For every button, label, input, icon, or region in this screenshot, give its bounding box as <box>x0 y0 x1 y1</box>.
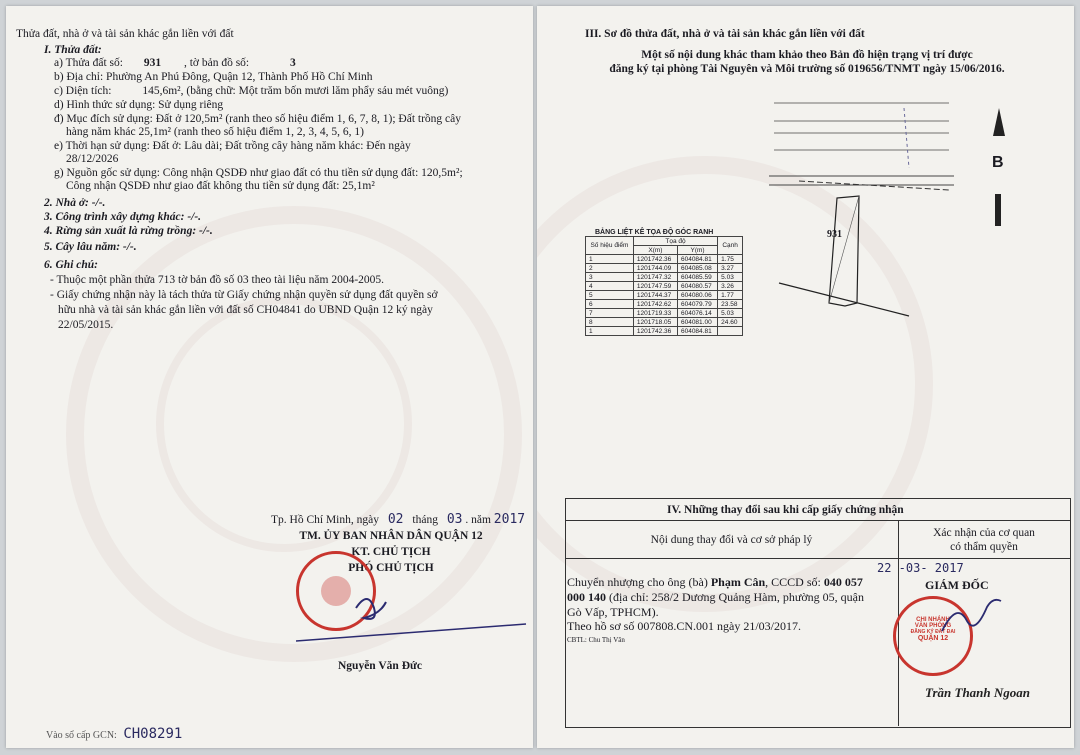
change-transfer-label: Chuyển nhượng cho ông (bà) <box>567 575 708 589</box>
coord-table <box>585 236 743 336</box>
seal-text-1: CHI NHÁNH <box>916 617 950 623</box>
coord-cell-x: 1201747.59 <box>633 282 677 291</box>
coord-cell-e: 5.03 <box>718 309 743 318</box>
change-transferee: Phạm Cân <box>710 575 766 589</box>
col-point: Số hiệu điểm <box>586 237 634 255</box>
usage-term-line-1: e) Thời hạn sử dụng: Đất ở: Lâu dài; Đất trồng cây hàng năm khác: Đến ngày <box>54 140 411 152</box>
col-edge: Cạnh <box>718 237 743 255</box>
change-id-label: , CCCD số: <box>765 575 821 589</box>
coord-table-body <box>586 255 743 336</box>
origin-line-2: Công nhận QSDĐ như giao đất không thu tiền sử dụng đất: 25,1m² <box>66 180 375 192</box>
issue-year-label: . năm <box>465 514 491 526</box>
page-header: Thửa đất, nhà ở và tài sản khác gắn liền với đất <box>16 28 234 40</box>
gcn-register-value: CH08291 <box>123 726 183 742</box>
coord-cell-n: 3 <box>586 273 634 282</box>
director-name: Trần Thanh Ngoan <box>925 685 1030 700</box>
coord-cell-y: 604081.00 <box>677 318 717 327</box>
note-2-line-2: hữu nhà và tài sản khác gắn liền với đất số CH04841 do UBND Quận 12 ký ngày <box>58 304 433 316</box>
issue-month: 03 <box>446 512 463 527</box>
coord-cell-x: 1201742.36 <box>633 327 677 336</box>
area-label: c) Diện tích: <box>54 85 112 97</box>
director-title: GIÁM ĐỐC <box>925 578 989 592</box>
area-row <box>54 85 448 98</box>
issue-date-prefix: Tp. Hồ Chí Minh, ngày <box>271 514 379 526</box>
coord-cell-n: 8 <box>586 318 634 327</box>
issue-day: 02 <box>387 512 404 527</box>
coord-cell-e: 5.03 <box>718 273 743 282</box>
issue-month-label: tháng <box>412 514 438 526</box>
origin-line-1: g) Nguồn gốc sử dụng: Công nhận QSDĐ như giao đất có thu tiền sử dụng đất: 120,5m²; <box>54 167 463 179</box>
coord-cell-x: 1201719.33 <box>633 309 677 318</box>
coord-cell-x: 1201744.37 <box>633 291 677 300</box>
col-confirm-line-1: Xác nhận của cơ quan <box>933 527 1035 539</box>
change-id-part-1: 040 057 <box>823 575 863 589</box>
section-2: 2. Nhà ở: -/-. <box>44 197 106 209</box>
signature-vice-chairman <box>296 586 533 646</box>
col-change-content: Nội dung thay đổi và cơ sở pháp lý <box>650 534 813 546</box>
address-line: b) Địa chỉ: Phường An Phú Đông, Quận 12, Thành Phố Hồ Chí Minh <box>54 71 373 83</box>
coord-cell-x: 1201718.05 <box>633 318 677 327</box>
coord-cell-x: 1201742.62 <box>633 300 677 309</box>
parcel-diagram <box>759 88 959 338</box>
change-line-2 <box>567 591 864 604</box>
coord-cell-e: 24.60 <box>718 318 743 327</box>
north-label: B <box>992 154 1004 171</box>
coord-cell-e <box>718 327 743 336</box>
coord-cell-y: 604084.81 <box>677 327 717 336</box>
gcn-register-label: Vào sổ cấp GCN: <box>46 730 117 741</box>
coord-cell-n: 7 <box>586 309 634 318</box>
coord-row <box>586 291 743 300</box>
parcel-number-label: a) Thửa đất số: <box>54 57 123 69</box>
section-1-title: I. Thửa đất: <box>44 44 102 56</box>
coord-cell-x: 1201744.09 <box>633 264 677 273</box>
usage-purpose-line-1: đ) Mục đích sử dụng: Đất ở 120,5m² (ranh theo số hiệu điểm 1, 6, 7, 8, 1); Đất trồng cây <box>54 113 462 125</box>
section-3: 3. Công trình xây dựng khác: -/-. <box>44 211 202 223</box>
coord-row <box>586 282 743 291</box>
coord-cell-y: 604080.57 <box>677 282 717 291</box>
coord-cell-y: 604076.14 <box>677 309 717 318</box>
left-page <box>6 6 533 748</box>
parcel-number-row <box>54 57 296 70</box>
signer-role-1: KT. CHỦ TỊCH <box>351 546 431 558</box>
confirm-date: 22 -03- 2017 <box>877 561 964 575</box>
usage-purpose-line-2: hàng năm khác 25,1m² (ranh theo số hiệu điểm 1, 2, 3, 4, 5, 6, 1) <box>66 126 364 138</box>
coord-row <box>586 318 743 327</box>
coord-cell-e: 1.77 <box>718 291 743 300</box>
coord-cell-n: 4 <box>586 282 634 291</box>
coord-cell-y: 604079.79 <box>677 300 717 309</box>
map-sheet-value: 3 <box>290 57 296 69</box>
coord-cell-y: 604080.06 <box>677 291 717 300</box>
coord-cell-e: 3.26 <box>718 282 743 291</box>
col-confirm-line-2: có thẩm quyền <box>950 541 1018 553</box>
change-id-part-2: 000 140 <box>567 590 606 604</box>
signature-director <box>937 591 1017 641</box>
change-line-4: Theo hồ sơ số 007808.CN.001 ngày 21/03/2017. <box>567 619 802 633</box>
col-x: X(m) <box>633 246 677 255</box>
note-1: - Thuộc một phần thửa 713 tờ bản đồ số 03 theo tài liệu năm 2004-2005. <box>50 274 385 286</box>
seal-text-4: QUẬN 12 <box>917 635 949 642</box>
usage-term-line-2: 28/12/2026 <box>66 153 119 165</box>
usage-form-line: d) Hình thức sử dụng: Sử dụng riêng <box>54 99 224 111</box>
frame-divider-2 <box>565 558 1070 559</box>
coord-row <box>586 273 743 282</box>
signer-name: Nguyễn Văn Đức <box>338 660 423 672</box>
section-4: 4. Rừng sản xuất là rừng trồng: -/-. <box>44 225 213 237</box>
coord-cell-x: 1201742.36 <box>633 255 677 264</box>
coord-row <box>586 327 743 336</box>
issue-date-row <box>271 513 525 527</box>
coord-cell-y: 604085.08 <box>677 264 717 273</box>
parcel-number-label: 931 <box>827 229 842 240</box>
reference-line-1: Một số nội dung khác tham khảo theo Bản đồ hiện trạng vị trí được <box>641 49 973 61</box>
coord-table-title: BẢNG LIỆT KÊ TỌA ĐỘ GÓC RANH <box>595 229 714 236</box>
coord-cell-y: 604085.59 <box>677 273 717 282</box>
issue-year: 2017 <box>493 512 526 527</box>
coord-row <box>586 255 743 264</box>
section-5: 5. Cây lâu năm: -/-. <box>44 241 137 253</box>
change-address: (địa chỉ: 258/2 Dương Quảng Hàm, phường 05, quận <box>609 590 864 604</box>
seal-text-2: VĂN PHÒNG <box>914 623 952 629</box>
change-line-1 <box>567 576 863 589</box>
note-2-line-3: 22/05/2015. <box>58 319 114 331</box>
coord-cell-y: 604084.81 <box>677 255 717 264</box>
right-page <box>537 6 1074 748</box>
coord-cell-n: 1 <box>586 255 634 264</box>
coord-row <box>586 264 743 273</box>
issuing-org: TM. ỦY BAN NHÂN DÂN QUẬN 12 <box>299 530 483 542</box>
note-2-line-1: - Giấy chứng nhận này là tách thửa từ Giấy chứng nhận quyền sử dụng đất quyền sở <box>50 289 438 301</box>
map-sheet-label: , tờ bản đồ số: <box>183 57 250 69</box>
coord-cell-n: 2 <box>586 264 634 273</box>
seal-text-3: ĐĂNG KÝ ĐẤT ĐAI <box>910 629 956 635</box>
coord-cell-x: 1201747.32 <box>633 273 677 282</box>
area-value: 145,6m², (bằng chữ: Một trăm bốn mươi lăm phẩy sáu mét vuông) <box>142 85 449 97</box>
coord-cell-n: 6 <box>586 300 634 309</box>
change-officer: CBTL: Chu Thị Vân <box>567 636 625 644</box>
coord-cell-e: 23.58 <box>718 300 743 309</box>
coord-cell-n: 5 <box>586 291 634 300</box>
col-y: Y(m) <box>677 246 717 255</box>
change-line-3: Gò Vấp, TPHCM). <box>567 605 659 619</box>
section-3-title: III. Sơ đồ thửa đất, nhà ở và tài sản khác gắn liền với đất <box>585 28 865 40</box>
section-4-title: IV. Những thay đổi sau khi cấp giấy chứng nhận <box>667 504 904 516</box>
parcel-number-value: 931 <box>143 57 162 69</box>
reference-line-2: đăng ký tại phòng Tài Nguyên và Môi trường số 019656/TNMT ngày 15/06/2016. <box>609 63 1005 75</box>
coord-row <box>586 309 743 318</box>
section-6-notes: 6. Ghi chú: <box>44 259 98 271</box>
col-coord: Tọa độ <box>633 237 717 246</box>
coord-row <box>586 300 743 309</box>
coord-cell-e: 3.27 <box>718 264 743 273</box>
coord-cell-n: 1 <box>586 327 634 336</box>
coord-cell-e: 1.75 <box>718 255 743 264</box>
frame-divider-1 <box>565 520 1070 521</box>
signer-role-2: PHÓ CHỦ TỊCH <box>348 562 434 574</box>
gcn-register-row <box>46 728 182 742</box>
